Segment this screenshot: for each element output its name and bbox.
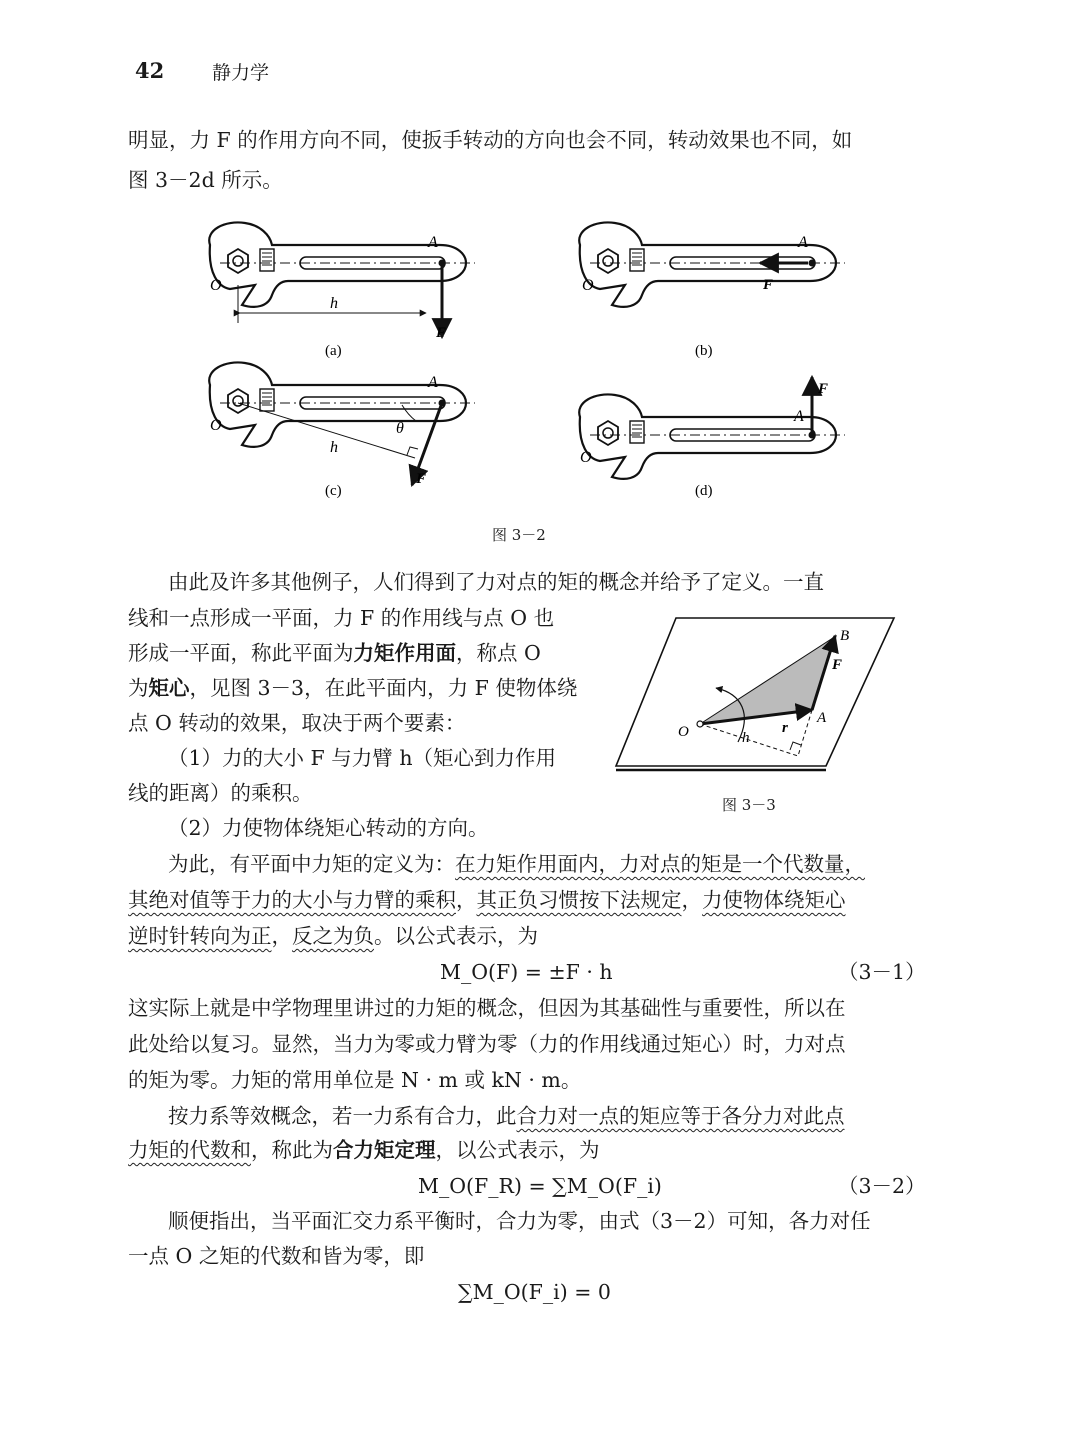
- item1-line-1: （1）力的大小 F 与力臂 h（矩心到力作用: [168, 746, 557, 770]
- panel-b-label: (b): [695, 343, 713, 359]
- figure-3-3: [612, 614, 898, 780]
- panel-a-h: h: [330, 295, 338, 312]
- figure-3-3-caption: 图 3－3: [722, 796, 776, 814]
- figure-3-2: [190, 215, 870, 505]
- definition-line-2: 其绝对值等于力的大小与力臂的乘积，其正负习惯按下法规定，力使物体绕矩心: [128, 888, 846, 912]
- para2-line-1: 这实际上就是中学物理里讲过的力矩的概念，但因为其基础性与重要性，所以在: [128, 996, 846, 1020]
- item1-line-2: 线的距离）的乘积。: [128, 781, 313, 805]
- panel-b-a: A: [798, 234, 808, 251]
- panel-a: [209, 222, 475, 359]
- para2-line-3: 的矩为零。力矩的常用单位是 N · m 或 kN · m。: [128, 1068, 582, 1092]
- equation-sum-zero: ∑M_O(F_i) = 0: [458, 1280, 611, 1304]
- panel-c: [209, 362, 475, 499]
- para4-line-2: 一点 O 之矩的代数和皆为零，即: [128, 1244, 425, 1268]
- running-title: 静力学: [212, 62, 270, 84]
- equation-3-2: M_O(F_R) = ∑M_O(F_i): [418, 1174, 662, 1198]
- panel-a-f: F: [436, 325, 447, 341]
- panel-c-h: h: [330, 439, 338, 456]
- term-moment-plane: 力矩作用面: [353, 641, 456, 665]
- para1-line-1: 由此及许多其他例子，人们得到了力对点的矩的概念并给予了定义。一直: [168, 570, 824, 594]
- para1-line-5: 点 O 转动的效果，取决于两个要素：: [128, 711, 466, 735]
- term-moment-center: 矩心: [148, 676, 190, 700]
- figure-3-2-caption: 图 3－2: [492, 526, 546, 544]
- fig33-r: r: [782, 720, 788, 736]
- fig33-h: h: [742, 730, 750, 746]
- panel-a-o: O: [210, 277, 222, 294]
- panel-a-a: A: [428, 234, 438, 251]
- definition-line-1: 为此，有平面中力矩的定义为：在力矩作用面内，力对点的矩是一个代数量，: [168, 852, 865, 876]
- panel-c-label: (c): [325, 483, 342, 499]
- fig33-f: F: [832, 657, 843, 673]
- page-number: 42: [135, 58, 165, 83]
- panel-a-label: (a): [325, 343, 342, 359]
- para2-line-2: 此处给以复习。显然，当力为零或力臂为零（力的作用线通过矩心）时，力对点: [128, 1032, 846, 1056]
- panel-d-o: O: [580, 449, 592, 466]
- panel-c-a: A: [428, 374, 438, 391]
- para4-line-1: 顺便指出，当平面汇交力系平衡时，合力为零，由式（3－2）可知，各力对任: [168, 1209, 871, 1233]
- fig33-o: O: [678, 724, 689, 740]
- panel-c-o: O: [210, 417, 222, 434]
- intro-line-2: 图 3－2d 所示。: [128, 168, 283, 192]
- panel-d-f: F: [818, 381, 829, 397]
- definition-line-3: 逆时针转向为正，反之为负。以公式表示，为: [128, 924, 538, 948]
- equation-3-1-number: （3－1）: [838, 960, 926, 984]
- equation-3-2-number: （3－2）: [838, 1174, 926, 1198]
- panel-b: [579, 222, 845, 359]
- para1-line-4: 为矩心，见图 3－3，在此平面内，力 F 使物体绕: [128, 676, 578, 700]
- panel-b-o: O: [582, 277, 594, 294]
- intro-line-1: 明显，力 F 的作用方向不同，使扳手转动的方向也会不同，转动效果也不同，如: [128, 128, 853, 152]
- fig33-b: B: [840, 628, 850, 644]
- para1-line-2: 线和一点形成一平面，力 F 的作用线与点 O 也: [128, 606, 555, 630]
- item2: （2）力使物体绕矩心转动的方向。: [168, 816, 489, 840]
- panel-c-f: F: [416, 471, 427, 487]
- equation-3-1: M_O(F) = ±F · h: [440, 960, 613, 984]
- para3-line-1: 按力系等效概念，若一力系有合力，此合力对一点的矩应等于各分力对此点: [168, 1104, 845, 1128]
- panel-c-theta: θ: [396, 420, 404, 437]
- para3-line-2: 力矩的代数和，称此为合力矩定理，以公式表示，为: [128, 1138, 600, 1162]
- term-resultant-theorem: 合力矩定理: [333, 1138, 436, 1162]
- panel-d-label: (d): [695, 483, 713, 499]
- panel-b-f: F: [763, 277, 774, 293]
- fig33-a: A: [817, 710, 827, 726]
- panel-d-a: A: [794, 408, 804, 425]
- para1-line-3: 形成一平面，称此平面为力矩作用面，称点 O: [128, 641, 541, 665]
- panel-d: [579, 377, 845, 499]
